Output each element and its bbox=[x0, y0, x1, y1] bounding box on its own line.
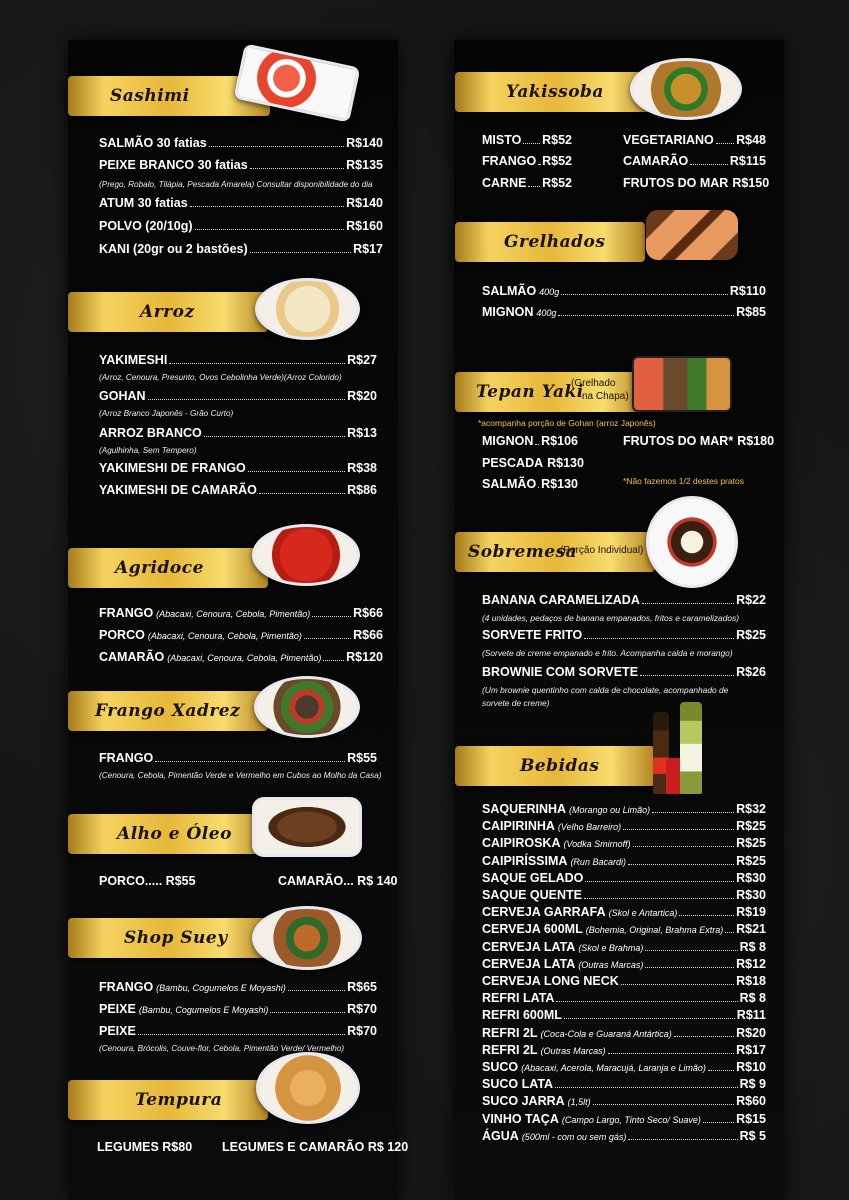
menu-item-name: CERVEJA GARRAFA bbox=[482, 905, 606, 920]
menu-item-name: SUCO LATA bbox=[482, 1077, 554, 1092]
menu-item-price: R$106 bbox=[541, 434, 578, 448]
menu-item-price: R$65 bbox=[347, 980, 377, 994]
menu-item-price: R$110 bbox=[729, 284, 766, 298]
dotted-leader bbox=[323, 660, 344, 661]
menu-item-price: R$86 bbox=[347, 483, 377, 497]
menu-item-price: R$55 bbox=[347, 751, 377, 765]
alho-oleo-porco: PORCO..... R$55 bbox=[99, 874, 196, 888]
menu-item-row bbox=[623, 154, 766, 168]
tempura-legumes-camarao: LEGUMES E CAMARÃO R$ 120 bbox=[222, 1140, 409, 1154]
menu-item-row bbox=[99, 751, 377, 765]
sobremesa-item-description: (4 unidades, pedaços de banana empanados, fritos e caramelizados) bbox=[482, 613, 739, 623]
menu-item-detail: (Skol e Brahma) bbox=[578, 942, 644, 953]
menu-item-price: R$ 5 bbox=[739, 1128, 766, 1143]
alho-oleo-dish-image bbox=[252, 797, 362, 857]
menu-item-row bbox=[482, 819, 766, 833]
menu-item-price: R$115 bbox=[729, 154, 766, 168]
menu-item-price: R$130 bbox=[541, 477, 578, 491]
sashimi-title: Sashimi bbox=[110, 86, 190, 106]
menu-item-detail: (Abacaxi, Cenoura, Cebola, Pimentão) bbox=[167, 653, 322, 663]
dotted-leader bbox=[169, 363, 345, 364]
shop-suey-description: (Cenoura, Brócolis, Couve-flor, Cebola, Pimentão Verde/ Vermelho) bbox=[99, 1044, 345, 1053]
menu-item-name: MIGNON bbox=[482, 305, 534, 319]
menu-item-row bbox=[99, 196, 383, 210]
menu-item-detail: (Campo Largo, Tinto Seco/ Suave) bbox=[561, 1114, 701, 1125]
menu-item-price: R$20 bbox=[347, 389, 377, 403]
menu-item-row bbox=[482, 1077, 766, 1091]
frango-xadrez-description: (Cenoura, Cebola, Pimentão Verde e Vermelho em Cubos ao Molho da Casa) bbox=[99, 771, 382, 780]
menu-item-name: CARNE bbox=[482, 176, 527, 190]
menu-item-name: KANI (20gr ou 2 bastões) bbox=[99, 242, 248, 256]
menu-item-row bbox=[99, 461, 377, 475]
grelhados-title: Grelhados bbox=[504, 232, 606, 252]
menu-item-price: R$38 bbox=[347, 461, 377, 475]
menu-item-name: PESCADA bbox=[482, 456, 544, 470]
menu-item-name: FRANGO bbox=[99, 606, 154, 620]
menu-item-price: R$150 bbox=[732, 176, 770, 190]
menu-item-row bbox=[99, 353, 377, 367]
menu-item-name: REFRI 2L bbox=[482, 1025, 538, 1040]
menu-item-name: ARROZ BRANCO bbox=[99, 426, 202, 440]
menu-item-row bbox=[482, 665, 766, 679]
menu-item-price: R$25 bbox=[736, 819, 766, 834]
tepan-acompanha-note: *acompanha porção de Gohan (arroz Japonês) bbox=[478, 418, 656, 428]
peixe-branco-description: (Prego, Robalo, Tilápia, Pescada Amarela) Consultar disponibilidade do dia bbox=[99, 180, 373, 189]
menu-item-name: SALMÃO bbox=[482, 284, 537, 298]
menu-item-detail: (Velho Barreiro) bbox=[557, 822, 622, 833]
menu-item-row bbox=[482, 871, 766, 885]
menu-item-row bbox=[482, 1060, 766, 1074]
dotted-leader bbox=[623, 829, 734, 830]
menu-item-row bbox=[99, 606, 383, 620]
menu-item-price: R$18 bbox=[736, 974, 766, 988]
menu-item-name: YAKIMESHI DE FRANGO bbox=[99, 461, 246, 475]
menu-item-name: FRUTOS DO MAR* bbox=[623, 434, 734, 448]
menu-item-name: FRUTOS DO MAR bbox=[623, 176, 729, 190]
menu-item-name: BANANA CARAMELIZADA bbox=[482, 593, 640, 607]
menu-item-row bbox=[482, 940, 766, 954]
menu-item-price: R$140 bbox=[346, 196, 383, 210]
menu-item-detail: 400g bbox=[536, 308, 557, 318]
menu-item-price: R$66 bbox=[353, 628, 383, 642]
menu-item-price: R$70 bbox=[347, 1024, 377, 1038]
menu-item-row bbox=[482, 154, 572, 168]
menu-item-detail: (Morango ou Limão) bbox=[569, 805, 651, 815]
dotted-leader bbox=[248, 471, 345, 472]
menu-item-price: R$120 bbox=[346, 650, 383, 664]
dotted-leader bbox=[288, 990, 345, 991]
menu-item-price: R$12 bbox=[736, 956, 766, 971]
dotted-leader bbox=[621, 984, 734, 985]
menu-item-name: MISTO bbox=[482, 133, 522, 147]
dotted-leader bbox=[538, 487, 539, 488]
menu-item-price: R$70 bbox=[347, 1002, 377, 1016]
menu-item-name: CAMARÃO bbox=[623, 154, 689, 168]
menu-item-row bbox=[482, 888, 766, 902]
arroz-item-description: (Arroz, Cenoura, Presunto, Ovos Cebolinha Verde)(Arroz Colorido) bbox=[99, 373, 342, 382]
dotted-leader bbox=[523, 143, 540, 144]
dotted-leader bbox=[555, 1087, 738, 1088]
menu-item-name: SORVETE FRITO bbox=[482, 628, 583, 642]
bebidas-title: Bebidas bbox=[520, 756, 600, 776]
menu-item-row bbox=[99, 650, 383, 664]
frango-xadrez-dish-image bbox=[254, 676, 360, 738]
dotted-leader bbox=[674, 1036, 734, 1037]
menu-item-detail: (Run Bacardi) bbox=[570, 856, 626, 867]
dotted-leader bbox=[190, 206, 344, 207]
sobremesa-dish-image bbox=[646, 496, 738, 588]
menu-item-detail: (Abacaxi, Cenoura, Cebola, Pimentão) bbox=[147, 631, 302, 641]
menu-item-price: R$52 bbox=[542, 133, 572, 147]
menu-item-row bbox=[482, 957, 766, 971]
menu-item-row bbox=[623, 133, 766, 147]
dotted-leader bbox=[270, 1012, 345, 1013]
menu-item-price: R$48 bbox=[736, 133, 766, 147]
menu-item-row bbox=[482, 991, 766, 1005]
menu-item-price: R$25 bbox=[736, 836, 766, 851]
menu-item-name: YAKIMESHI bbox=[99, 353, 168, 367]
menu-item-row bbox=[482, 922, 766, 936]
dotted-leader bbox=[640, 675, 734, 676]
menu-item-price: R$52 bbox=[542, 176, 572, 190]
menu-item-row bbox=[482, 176, 572, 190]
menu-item-name: YAKIMESHI DE CAMARÃO bbox=[99, 483, 257, 497]
menu-item-row bbox=[99, 219, 383, 233]
tepan-note-line1: (Grelhado bbox=[571, 378, 616, 389]
menu-item-name: VINHO TAÇA bbox=[482, 1111, 559, 1126]
arroz-item-description: (Arroz Branco Japonês - Grão Curto) bbox=[99, 409, 234, 418]
dotted-leader bbox=[148, 399, 346, 400]
menu-item-price: R$17 bbox=[736, 1042, 766, 1057]
menu-item-name: SUCO bbox=[482, 1060, 519, 1074]
menu-item-name: PEIXE bbox=[99, 1024, 136, 1038]
dotted-leader bbox=[584, 898, 734, 899]
menu-item-row bbox=[99, 389, 377, 403]
sobremesa-note: (Porção Individual) bbox=[560, 545, 644, 556]
menu-item-row bbox=[482, 854, 766, 868]
dotted-leader bbox=[708, 1070, 734, 1071]
menu-item-name: SUCO JARRA bbox=[482, 1094, 565, 1109]
menu-item-price: R$30 bbox=[736, 870, 766, 885]
menu-item-price: R$25 bbox=[736, 628, 766, 642]
menu-item-price: R$85 bbox=[736, 305, 766, 319]
menu-item-row bbox=[99, 158, 383, 172]
dotted-leader bbox=[250, 252, 351, 253]
menu-item-row bbox=[623, 434, 775, 448]
menu-item-row bbox=[482, 305, 766, 319]
dotted-leader bbox=[304, 638, 351, 639]
menu-item-price: R$13 bbox=[347, 426, 377, 440]
dotted-leader bbox=[725, 932, 734, 933]
agridoce-title: Agridoce bbox=[115, 558, 204, 578]
sobremesa-item-description: (Um brownie quentinho com calda de chocolate, acompanhado de bbox=[482, 685, 729, 695]
menu-item-name: ATUM 30 fatias bbox=[99, 196, 188, 210]
dotted-leader bbox=[204, 436, 345, 437]
menu-item-name: REFRI 2L bbox=[482, 1042, 538, 1057]
frango-xadrez-title: Frango Xadrez bbox=[95, 701, 241, 721]
menu-item-name: REFRI LATA bbox=[482, 991, 555, 1006]
menu-item-detail: (Outras Marcas) bbox=[578, 959, 644, 970]
tepan-note-line2: na Chapa) bbox=[582, 391, 629, 402]
menu-item-row bbox=[482, 477, 578, 491]
menu-item-row bbox=[482, 1026, 766, 1040]
menu-item-name: REFRI 600ML bbox=[482, 1008, 562, 1023]
dotted-leader bbox=[608, 1053, 735, 1054]
yakissoba-title: Yakissoba bbox=[506, 82, 604, 102]
dotted-leader bbox=[584, 638, 734, 639]
alho-oleo-camarao: CAMARÃO... R$ 140 bbox=[278, 874, 398, 888]
dotted-leader bbox=[535, 444, 539, 445]
menu-item-row bbox=[482, 974, 766, 988]
menu-item-price: R$21 bbox=[736, 922, 766, 937]
tepan-dish-image bbox=[632, 356, 732, 412]
menu-item-price: R$135 bbox=[346, 158, 383, 172]
menu-item-row bbox=[482, 1008, 766, 1022]
arroz-item-description: (Agulhinha, Sem Tempero) bbox=[99, 446, 197, 455]
menu-item-price: R$ 8 bbox=[739, 991, 766, 1006]
dotted-leader bbox=[703, 1122, 734, 1123]
menu-item-row bbox=[482, 802, 766, 816]
menu-item-name: FRANGO bbox=[99, 751, 154, 765]
sobremesa-title: Sobremesa bbox=[468, 542, 578, 562]
menu-item-name: FRANGO bbox=[99, 980, 154, 994]
menu-item-detail: (Bohemia, Original, Brahma Extra) bbox=[585, 925, 724, 936]
menu-item-price: R$25 bbox=[736, 853, 766, 868]
alho-oleo-title: Alho e Óleo bbox=[117, 824, 232, 844]
menu-item-row bbox=[482, 456, 584, 470]
menu-item-name: SAQUE QUENTE bbox=[482, 888, 583, 902]
arroz-title: Arroz bbox=[140, 302, 195, 322]
menu-item-price: R$32 bbox=[736, 802, 766, 816]
menu-item-name: SAQUE GELADO bbox=[482, 870, 584, 885]
menu-item-row bbox=[482, 593, 766, 607]
menu-item-row bbox=[482, 1112, 766, 1126]
menu-item-price: R$180 bbox=[737, 434, 775, 448]
tempura-legumes: LEGUMES R$80 bbox=[97, 1140, 193, 1154]
menu-item-name: MIGNON bbox=[482, 434, 534, 448]
wine-bottle-image bbox=[680, 702, 702, 794]
dotted-leader bbox=[645, 967, 734, 968]
dotted-leader bbox=[564, 1018, 735, 1019]
menu-item-row bbox=[482, 1043, 766, 1057]
menu-item-price: R$22 bbox=[736, 593, 766, 607]
menu-item-row bbox=[623, 176, 770, 190]
menu-item-name: CERVEJA LONG NECK bbox=[482, 974, 619, 988]
menu-item-row bbox=[482, 133, 572, 147]
menu-item-detail: (Outras Marcas) bbox=[540, 1045, 606, 1056]
menu-item-row bbox=[99, 628, 383, 642]
menu-item-detail: (Bambu, Cogumelos E Moyashi) bbox=[138, 1005, 269, 1015]
dotted-leader bbox=[585, 881, 734, 882]
menu-item-name: PEIXE BRANCO 30 fatias bbox=[99, 158, 248, 172]
dotted-leader bbox=[628, 864, 734, 865]
menu-item-row bbox=[482, 628, 766, 642]
dotted-leader bbox=[628, 1139, 737, 1140]
menu-item-name: SAQUERINHA bbox=[482, 802, 567, 816]
menu-item-name: CAIPIROSKA bbox=[482, 836, 561, 851]
dotted-leader bbox=[538, 164, 540, 165]
yakissoba-dish-image bbox=[630, 58, 742, 120]
menu-item-price: R$ 8 bbox=[739, 939, 766, 954]
menu-item-row bbox=[482, 1129, 766, 1143]
menu-item-detail: (500ml - com ou sem gás) bbox=[521, 1131, 627, 1142]
dotted-leader bbox=[556, 1001, 737, 1002]
dotted-leader bbox=[593, 1104, 734, 1105]
menu-item-name: CAMARÃO bbox=[99, 650, 165, 664]
tepan-title: Tepan Yaki bbox=[476, 382, 584, 402]
menu-item-name: ÁGUA bbox=[482, 1128, 519, 1143]
dotted-leader bbox=[259, 493, 345, 494]
dotted-leader bbox=[209, 146, 344, 147]
dotted-leader bbox=[250, 168, 344, 169]
menu-item-row bbox=[482, 284, 766, 298]
agridoce-dish-image bbox=[252, 524, 360, 586]
menu-item-name: CERVEJA LATA bbox=[482, 956, 576, 971]
menu-item-row bbox=[99, 1002, 377, 1016]
menu-item-price: R$15 bbox=[736, 1111, 766, 1126]
menu-item-price: R$30 bbox=[736, 888, 766, 902]
menu-item-price: R$160 bbox=[346, 219, 383, 233]
dotted-leader bbox=[528, 186, 540, 187]
menu-item-row bbox=[99, 242, 383, 256]
dotted-leader bbox=[312, 616, 351, 617]
menu-item-price: R$20 bbox=[736, 1025, 766, 1040]
menu-item-detail: (Vodka Smirnoff) bbox=[563, 839, 631, 850]
dotted-leader bbox=[633, 846, 734, 847]
sobremesa-item-description-2: sorvete de creme) bbox=[482, 698, 550, 708]
menu-item-row bbox=[482, 434, 578, 448]
menu-item-row bbox=[99, 980, 377, 994]
dotted-leader bbox=[645, 950, 737, 951]
menu-item-name: PEIXE bbox=[99, 1002, 136, 1016]
menu-item-row bbox=[99, 1024, 377, 1038]
shop-suey-dish-image bbox=[252, 906, 362, 970]
tempura-dish-image bbox=[256, 1052, 360, 1124]
menu-item-detail: 400g bbox=[539, 287, 560, 297]
dotted-leader bbox=[690, 164, 728, 165]
arroz-dish-image bbox=[255, 278, 360, 340]
dotted-leader bbox=[138, 1034, 345, 1035]
menu-item-price: R$26 bbox=[736, 665, 766, 679]
menu-item-detail: (Skol e Antartica) bbox=[608, 908, 678, 919]
menu-item-name: POLVO (20/10g) bbox=[99, 219, 193, 233]
menu-item-name: CERVEJA 600ML bbox=[482, 922, 583, 937]
menu-item-name: SALMÃO 30 fatias bbox=[99, 136, 207, 150]
menu-item-detail: (Bambu, Cogumelos E Moyashi) bbox=[156, 983, 286, 993]
dotted-leader bbox=[642, 603, 734, 604]
menu-item-price: R$60 bbox=[736, 1094, 766, 1109]
menu-item-price: R$130 bbox=[547, 456, 584, 470]
menu-item-price: R$11 bbox=[736, 1008, 766, 1023]
dotted-leader bbox=[561, 294, 728, 295]
menu-item-row bbox=[99, 483, 377, 497]
menu-item-row bbox=[99, 426, 377, 440]
menu-item-row bbox=[99, 136, 383, 150]
tempura-title: Tempura bbox=[135, 1090, 223, 1110]
menu-item-price: R$140 bbox=[346, 136, 383, 150]
sobremesa-item-description: (Sorvete de creme empanado e frito. Acompanha calda e morango) bbox=[482, 648, 733, 658]
menu-item-name: SALMÃO bbox=[482, 477, 537, 491]
menu-item-price: R$19 bbox=[736, 905, 766, 920]
menu-item-price: R$17 bbox=[353, 242, 383, 256]
menu-item-name: CAIPIRÍSSIMA bbox=[482, 853, 568, 868]
dotted-leader bbox=[679, 915, 734, 916]
menu-item-detail: (Coca-Cola e Guaraná Antártica) bbox=[540, 1028, 672, 1039]
dotted-leader bbox=[155, 761, 345, 762]
menu-item-price: R$ 9 bbox=[739, 1077, 766, 1092]
menu-item-price: R$66 bbox=[353, 606, 383, 620]
menu-item-name: VEGETARIANO bbox=[623, 133, 714, 147]
menu-item-detail: (1,5lt) bbox=[567, 1097, 591, 1108]
menu-item-name: CERVEJA LATA bbox=[482, 939, 576, 954]
menu-item-row bbox=[482, 905, 766, 919]
menu-item-price: R$27 bbox=[347, 353, 377, 367]
menu-item-price: R$52 bbox=[542, 154, 572, 168]
grelhados-dish-image bbox=[646, 210, 738, 260]
tepan-no-half-note: *Não fazemos 1/2 destes pratos bbox=[623, 476, 744, 486]
menu-item-row bbox=[482, 836, 766, 850]
dotted-leader bbox=[652, 812, 734, 813]
menu-item-name: BROWNIE COM SORVETE bbox=[482, 665, 639, 679]
shop-suey-title: Shop Suey bbox=[124, 928, 228, 948]
menu-item-name: FRANGO bbox=[482, 154, 537, 168]
menu-item-name: CAIPIRINHA bbox=[482, 819, 555, 834]
dotted-leader bbox=[716, 143, 734, 144]
dotted-leader bbox=[558, 315, 734, 316]
dotted-leader bbox=[195, 229, 345, 230]
menu-item-name: GOHAN bbox=[99, 389, 146, 403]
menu-item-row bbox=[482, 1094, 766, 1108]
menu-item-name: PORCO bbox=[99, 628, 145, 642]
menu-item-detail: (Abacaxi, Acerola, Maracujá, Laranja e Limão) bbox=[521, 1063, 706, 1073]
menu-item-price: R$10 bbox=[736, 1060, 766, 1074]
menu-item-detail: (Abacaxi, Cenoura, Cebola, Pimentão) bbox=[156, 609, 311, 619]
